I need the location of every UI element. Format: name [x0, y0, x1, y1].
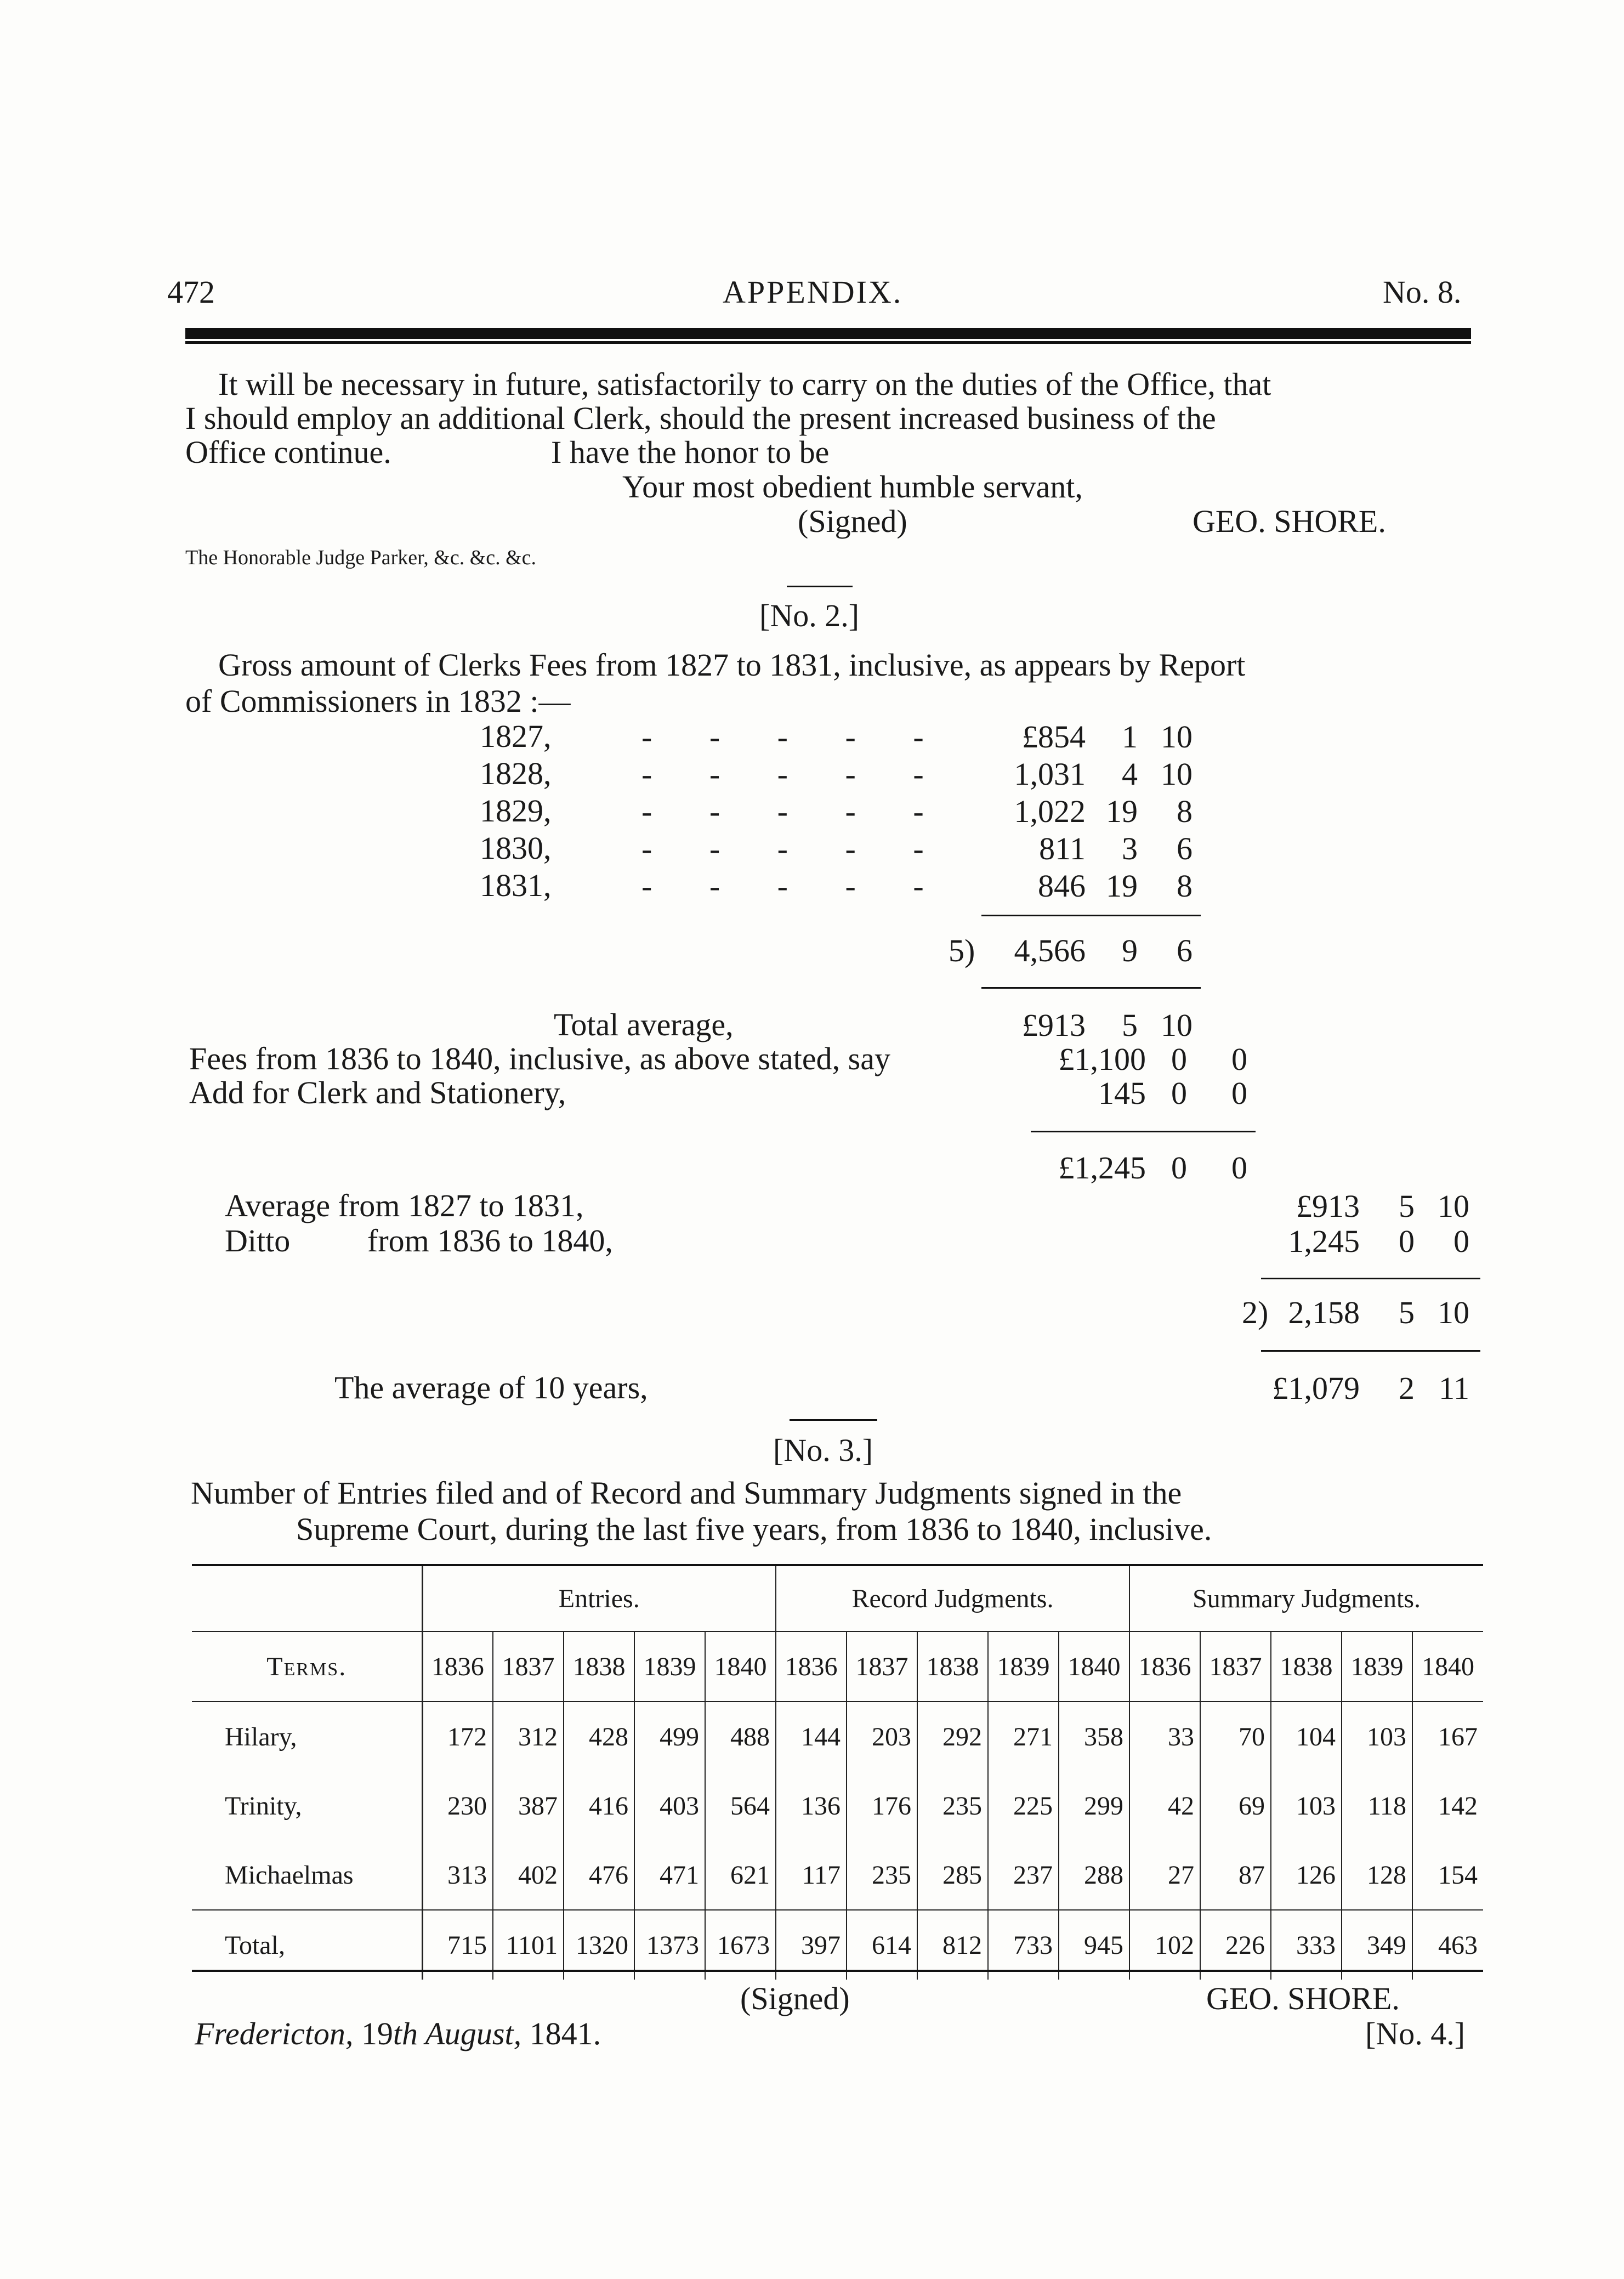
table-cell: 292: [917, 1702, 988, 1771]
sum-rule: [981, 915, 1201, 916]
table-cell: 128: [1342, 1840, 1412, 1910]
date-year: 1841.: [529, 2016, 601, 2051]
amount-pounds: 811: [1039, 831, 1086, 866]
fees-1836-shillings: 0: [1171, 1041, 1187, 1077]
table-bottom-rule: [192, 1970, 1483, 1972]
year-header: 1838: [917, 1631, 988, 1702]
ditto-label: Ditto: [225, 1223, 291, 1258]
table-cell: 167: [1438, 1722, 1478, 1751]
table-cell: 1673: [705, 1910, 776, 1980]
header-thin-rule: [185, 341, 1471, 344]
average-rule: [981, 987, 1201, 989]
no3-heading-rule: [790, 1419, 877, 1421]
table-cell: 312: [493, 1702, 564, 1771]
total-average-pounds: £913: [1022, 1007, 1086, 1043]
table-cell: 172: [422, 1702, 493, 1771]
ditto-shillings: 0: [1399, 1223, 1415, 1259]
no2-intro-2: of Commissioners in 1832 :—: [185, 683, 571, 719]
judgments-table: [192, 1566, 1483, 1980]
sum2-rule: [1261, 1278, 1480, 1279]
table-cell: 176: [847, 1771, 917, 1840]
year-header: 1838: [564, 1631, 634, 1702]
year-header: 1839: [634, 1631, 705, 1702]
table-cell: 428: [564, 1702, 634, 1771]
table-cell: 271: [988, 1702, 1059, 1771]
group-header-record: Record Judgments.: [776, 1566, 1129, 1631]
year-label: 1829,: [480, 793, 552, 829]
term-label: Trinity,: [192, 1771, 422, 1840]
table-cell: 471: [634, 1840, 705, 1910]
no3-signer: GEO. SHORE.: [1206, 1981, 1400, 2016]
amount-pounds: 1,022: [1014, 793, 1086, 829]
no3-intro-2: Supreme Court, during the last five years, from 1836 to 1840, inclusive.: [296, 1511, 1212, 1547]
year-header: 1838: [1271, 1631, 1342, 1702]
average10-rule: [1261, 1350, 1480, 1352]
amount-pence: 10: [1161, 719, 1193, 755]
group-header-summary: Summary Judgments.: [1129, 1566, 1483, 1631]
letter-honor: I have the honor to be: [551, 434, 830, 470]
no3-signed: (Signed): [740, 1981, 850, 2016]
year-label: 1827,: [480, 718, 552, 754]
clerk-stationery-label: Add for Clerk and Stationery,: [189, 1075, 566, 1110]
table-cell: 402: [493, 1840, 564, 1910]
amount-pence: 8: [1177, 793, 1193, 829]
table-cell: 69: [1200, 1771, 1271, 1840]
header-double-rule: [185, 328, 1471, 339]
amount-pounds: 1,031: [1014, 756, 1086, 792]
table-cell: 117: [776, 1840, 847, 1910]
table-cell: 154: [1438, 1860, 1478, 1890]
amount-shillings: 3: [1122, 831, 1138, 866]
table-cell: 136: [776, 1771, 847, 1840]
table-cell: 733: [988, 1910, 1059, 1980]
average-10-label: The average of 10 years,: [334, 1370, 648, 1405]
no2-intro-1: Gross amount of Clerks Fees from 1827 to 1831, inclusive, as appears by Report: [218, 647, 1246, 683]
average-10-pence: 11: [1439, 1370, 1469, 1406]
table-cell: 564: [705, 1771, 776, 1840]
table-cell: 126: [1271, 1840, 1342, 1910]
table-cell: 103: [1342, 1702, 1412, 1771]
table-row: [192, 1771, 1483, 1840]
ditto-pence: 0: [1453, 1223, 1469, 1259]
sum2-pence: 10: [1438, 1295, 1469, 1330]
clerk-stationery-pence: 0: [1231, 1075, 1247, 1111]
amount-shillings: 19: [1106, 793, 1138, 829]
terms-header: Terms.: [192, 1631, 422, 1702]
term-label: Total,: [192, 1910, 422, 1980]
total-average-shillings: 5: [1122, 1007, 1138, 1043]
table-cell: 945: [1059, 1910, 1129, 1980]
page-header-title: APPENDIX.: [723, 274, 903, 310]
avg-1827-shillings: 5: [1399, 1188, 1415, 1224]
table-cell: 1101: [493, 1910, 564, 1980]
year-header: 1836: [776, 1631, 847, 1702]
table-cell: 118: [1342, 1771, 1412, 1840]
table-cell: 387: [493, 1771, 564, 1840]
table-cell: 225: [988, 1771, 1059, 1840]
table-cell: 285: [917, 1840, 988, 1910]
no3-heading: [No. 3.]: [773, 1432, 873, 1468]
date-month: August,: [418, 2016, 522, 2051]
table-row: [192, 1702, 1483, 1771]
year-header: 1837: [493, 1631, 564, 1702]
dash-leader: - - - - -: [641, 868, 924, 904]
table-cell: 476: [564, 1840, 634, 1910]
table-cell: 235: [917, 1771, 988, 1840]
avg-1827-pence: 10: [1438, 1188, 1469, 1224]
subtotal-pence: 0: [1231, 1150, 1247, 1186]
table-cell: 288: [1059, 1840, 1129, 1910]
table-cell: 621: [705, 1840, 776, 1910]
table-cell: 1320: [564, 1910, 634, 1980]
amount-pence: 10: [1161, 756, 1193, 792]
year-header: 1837: [847, 1631, 917, 1702]
table-cell: 70: [1200, 1702, 1271, 1771]
table-cell: 614: [847, 1910, 917, 1980]
place: Fredericton,: [195, 2016, 354, 2051]
table-cell: 203: [847, 1702, 917, 1771]
table-cell: 358: [1059, 1702, 1129, 1771]
clerk-stationery-pounds: 145: [1098, 1075, 1146, 1111]
table-cell: 397: [776, 1910, 847, 1980]
place-date: [195, 2016, 601, 2052]
table-cell: 349: [1342, 1910, 1412, 1980]
table-cell: 416: [564, 1771, 634, 1840]
sum-divisor: 5): [949, 933, 975, 968]
amount-pounds: £854: [1022, 719, 1086, 755]
avg-1827-pounds: £913: [1296, 1188, 1360, 1224]
year-header: 1839: [988, 1631, 1059, 1702]
sum2-shillings: 5: [1399, 1295, 1415, 1330]
group-header-row: [192, 1566, 1483, 1631]
subtotal-pounds: £1,245: [1058, 1150, 1146, 1186]
table-cell: 812: [917, 1910, 988, 1980]
table-cell: 1373: [634, 1910, 705, 1980]
fees-1836-label: Fees from 1836 to 1840, inclusive, as above stated, say: [189, 1041, 890, 1076]
fees-1836-pence: 0: [1231, 1041, 1247, 1077]
group-header-blank: [192, 1566, 422, 1631]
year-header: 1839: [1342, 1631, 1412, 1702]
sum-pence: 6: [1177, 933, 1193, 968]
group-header-entries: Entries.: [422, 1566, 776, 1631]
letter-signer: GEO. SHORE.: [1193, 503, 1386, 539]
table-cell: 103: [1271, 1771, 1342, 1840]
letter-line-3: Office continue.: [185, 434, 391, 470]
letter-line-2: I should employ an additional Clerk, should the present increased business of the: [185, 400, 1216, 436]
amount-pounds: 846: [1038, 868, 1086, 904]
dash-leader: - - - - -: [641, 719, 924, 755]
date-day: 19th: [361, 2016, 418, 2051]
sum2-divisor: 2): [1242, 1295, 1269, 1330]
no2-heading-rule: [787, 586, 853, 587]
sum-pounds: 4,566: [1014, 933, 1086, 968]
dash-leader: - - - - -: [641, 756, 924, 792]
subtotal-rule: [1031, 1131, 1256, 1132]
term-label: Michaelmas: [192, 1840, 422, 1910]
letter-closing: Your most obedient humble servant,: [622, 469, 1083, 504]
ditto-pounds: 1,245: [1288, 1223, 1360, 1259]
dash-leader: - - - - -: [641, 793, 924, 829]
table-cell: 403: [634, 1771, 705, 1840]
average-10-pounds: £1,079: [1272, 1370, 1360, 1406]
year-label: 1831,: [480, 868, 552, 903]
letter-addressee: The Honorable Judge Parker, &c. &c. &c.: [185, 546, 537, 569]
page-number: 472: [167, 274, 215, 310]
amount-pence: 6: [1177, 831, 1193, 866]
total-average-pence: 10: [1161, 1007, 1193, 1043]
sum2-pounds: 2,158: [1288, 1295, 1360, 1330]
table-cell: 104: [1271, 1702, 1342, 1771]
next-section-ref: [No. 4.]: [1365, 2016, 1466, 2051]
table-cell: 715: [422, 1910, 493, 1980]
table-cell: 226: [1200, 1910, 1271, 1980]
no3-intro-1: Number of Entries filed and of Record and Summary Judgments signed in the: [191, 1475, 1182, 1511]
ditto-range: from 1836 to 1840,: [367, 1223, 613, 1258]
subtotal-shillings: 0: [1171, 1150, 1187, 1186]
table-cell: 144: [776, 1702, 847, 1771]
no2-heading: [No. 2.]: [759, 598, 860, 633]
average-10-shillings: 2: [1399, 1370, 1415, 1406]
table-cell: 488: [705, 1702, 776, 1771]
year-header-row: [192, 1631, 1483, 1702]
table-cell: 42: [1129, 1771, 1200, 1840]
year-header: 1836: [1129, 1631, 1200, 1702]
table-cell: 33: [1129, 1702, 1200, 1771]
total-average-label: Total average,: [554, 1007, 734, 1042]
table-cell: 333: [1271, 1910, 1342, 1980]
avg-1827-label: Average from 1827 to 1831,: [225, 1188, 584, 1223]
year-label: 1830,: [480, 830, 552, 866]
sum-shillings: 9: [1122, 933, 1138, 968]
year-header: 1837: [1200, 1631, 1271, 1702]
year-header: 1840: [1059, 1631, 1129, 1702]
table-row: [192, 1910, 1483, 1980]
table-cell: 27: [1129, 1840, 1200, 1910]
fees-1836-pounds: £1,100: [1058, 1041, 1146, 1077]
amount-shillings: 1: [1122, 719, 1138, 755]
table-cell: 102: [1129, 1910, 1200, 1980]
clerk-stationery-shillings: 0: [1171, 1075, 1187, 1111]
table-cell: 87: [1200, 1840, 1271, 1910]
amount-shillings: 19: [1106, 868, 1138, 904]
year-label: 1828,: [480, 756, 552, 791]
year-header: 1840: [705, 1631, 776, 1702]
table-cell: 235: [847, 1840, 917, 1910]
year-header: 1836: [422, 1631, 493, 1702]
dash-leader: - - - - -: [641, 831, 924, 866]
amount-shillings: 4: [1122, 756, 1138, 792]
letter-signed: (Signed): [798, 503, 907, 539]
table-cell: 142: [1438, 1791, 1478, 1821]
page-header-section: No. 8.: [1383, 274, 1462, 310]
table-cell: 237: [988, 1840, 1059, 1910]
amount-pence: 8: [1177, 868, 1193, 904]
table-cell: 313: [422, 1840, 493, 1910]
table-cell: 463: [1412, 1910, 1483, 1980]
term-label: Hilary,: [192, 1702, 422, 1771]
table-row: [192, 1840, 1483, 1910]
table-cell: 499: [634, 1702, 705, 1771]
table-cell: 230: [422, 1771, 493, 1840]
year-header: 1840: [1412, 1631, 1483, 1702]
table-cell: 299: [1059, 1771, 1129, 1840]
letter-line-1: It will be necessary in future, satisfactorily to carry on the duties of the Office, that: [218, 366, 1271, 402]
